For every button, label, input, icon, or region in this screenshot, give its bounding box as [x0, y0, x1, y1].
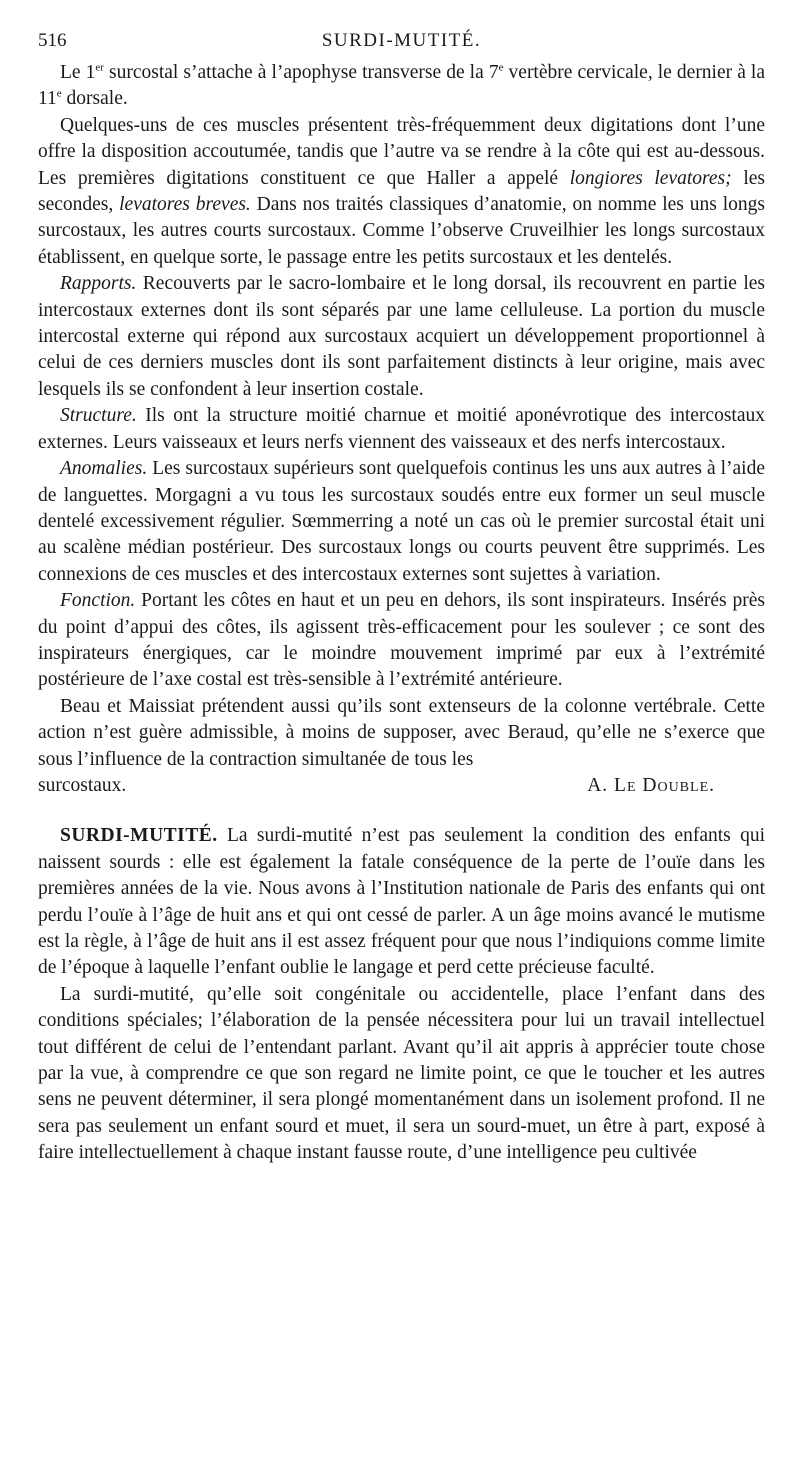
paragraph-beau-maissiat	[38, 694, 765, 773]
section-label: Anomalies.	[60, 458, 148, 480]
text-run: Quelques-uns de ces muscles présentent très-fréquemment deux digitations dont l’une offre la disposition accoutumée, tandis que l’autre va se rendre à la côte qui est au-dessous. Les premières digitations constituent ce que Haller a appelé	[38, 114, 765, 189]
latin-term: longiores levatores;	[569, 167, 732, 189]
text-run: Le 1	[60, 62, 96, 83]
paragraph-surdi-intro	[38, 823, 765, 981]
entry-headword: SURDI-MUTITÉ.	[60, 825, 218, 847]
superscript: e	[56, 87, 62, 100]
page-header	[38, 30, 765, 60]
text-run: les secondes,	[38, 167, 765, 216]
text-run: surcostaux.	[38, 774, 127, 796]
text-run: surcostal s’attache à l’apophyse transverse de la 7	[103, 62, 499, 83]
paragraph-attachment	[38, 60, 765, 113]
paragraph-rapports	[38, 271, 765, 403]
latin-term: levatores breves.	[119, 194, 251, 216]
running-title: SURDI-MUTITÉ.	[321, 30, 482, 51]
section-divider	[38, 799, 765, 823]
page-number: 516	[38, 30, 67, 51]
text-run: dorsale.	[61, 88, 128, 110]
section-label: Structure.	[60, 405, 137, 427]
paragraph-structure	[38, 403, 765, 456]
text-run: Dans nos traités classiques d’anatomie, on nomme les uns longs surcostaux, les autres courts surcostaux. Comme l’observe Cruveilhier les longs surcostaux établissent, en quelque sorte, le passage entre les petits surcostaux et les dentelés.	[38, 194, 765, 268]
superscript: er	[95, 61, 104, 74]
paragraph-digitations	[38, 113, 765, 271]
text-run: Portant les côtes en haut et un peu en dehors, ils sont inspirateurs. Insérés près du point d’appui des côtes, ils agissent très-efficacement pour les soulever ; ce sont des inspirateurs énergiques, car le moindre mouvement imprimé par eux à l’extrémité postérieure de l’axe costal est très-sensible à l’extrémité antérieure.	[38, 590, 765, 691]
signature-line	[38, 773, 765, 799]
section-label: Rapports.	[60, 273, 137, 295]
superscript: e	[498, 61, 504, 74]
paragraph-fonction	[38, 588, 765, 694]
text-run: Ils ont la structure moitié charnue et moitié aponévrotique des intercostaux externes. Leurs vaisseaux et leurs nerfs viennent des vaisseaux et des nerfs intercostaux.	[38, 405, 765, 453]
paragraph-surdi-conditions	[38, 982, 765, 1167]
text-run: vertèbre cervicale, le dernier à la 11	[38, 62, 765, 110]
section-label: Fonction.	[60, 590, 136, 612]
paragraph-anomalies	[38, 456, 765, 588]
text-run: Les surcostaux supérieurs sont quelquefois continus les uns aux autres à l’aide de languettes. Morgagni a vu tous les surcostaux soudés entre eux former un seul muscle dentelé excessivement régulier. Sœmmerring a noté un cas où le premier surcostal était uni au scalène médian postérieur. Des surcostaux longs ou courts peuvent être supprimés. Les connexions de ces muscles et des intercostaux externes sont sujettes à variation.	[38, 458, 765, 585]
author-signature: A. Le Double.	[587, 774, 715, 796]
text-run: Beau et Maissiat prétendent aussi qu’ils sont extenseurs de la colonne vertébrale. Cette action n’est guère admissible, à moins de supposer, avec Beraud, qu’elle ne s’exerce que sous l’influence de la contraction simultanée de tous les	[38, 695, 765, 770]
page	[38, 30, 765, 1167]
text-run: Recouverts par le sacro-lombaire et le long dorsal, ils recouvrent en partie les intercostaux externes dont ils sont séparés par une lame celluleuse. La portion du muscle intercostal externe qui répond aux surcostaux acquiert un développement proportionnel à celui de ces derniers muscles dont ils sont parfaitement distincts à leur origine, mais avec lesquels ils se confondent à leur insertion costale.	[38, 273, 765, 400]
text-run: La surdi-mutité, qu’elle soit congénitale ou accidentelle, place l’enfant dans des conditions spéciales; l’élaboration de la pensée nécessitera pour lui un travail intellectuel tout différent de celui de l’entendant parlant. Avant qu’il ait appris à apprécier toute chose par la vue, à comprendre ce que son regard ne limite point, ce que le toucher et les autres sens ne peuvent déterminer, il sera plongé momentanément dans un isolement profond. Il ne sera pas seulement un enfant sourd et muet, il sera un sourd-muet, un être à part, exposé à faire intellectuellement à chaque instant fausse route, d’une intelligence peu cultivée	[38, 983, 765, 1164]
text-run: La surdi-mutité n’est pas seulement la condition des enfants qui naissent sourds : elle est également la fatale conséquence de la perte de l’ouïe dans les premières années de la vie. Nous avons à l’Institution nationale de Paris des enfants qui ont perdu l’ouïe à l’âge de huit ans et qui ont cessé de parler. A un âge moins avancé le mutisme est la règle, à l’âge de huit ans il est assez fréquent pour que nous l’indiquions comme limite de l’époque à laquelle l’enfant oublie le langage et perd cette précieuse faculté.	[38, 825, 765, 979]
